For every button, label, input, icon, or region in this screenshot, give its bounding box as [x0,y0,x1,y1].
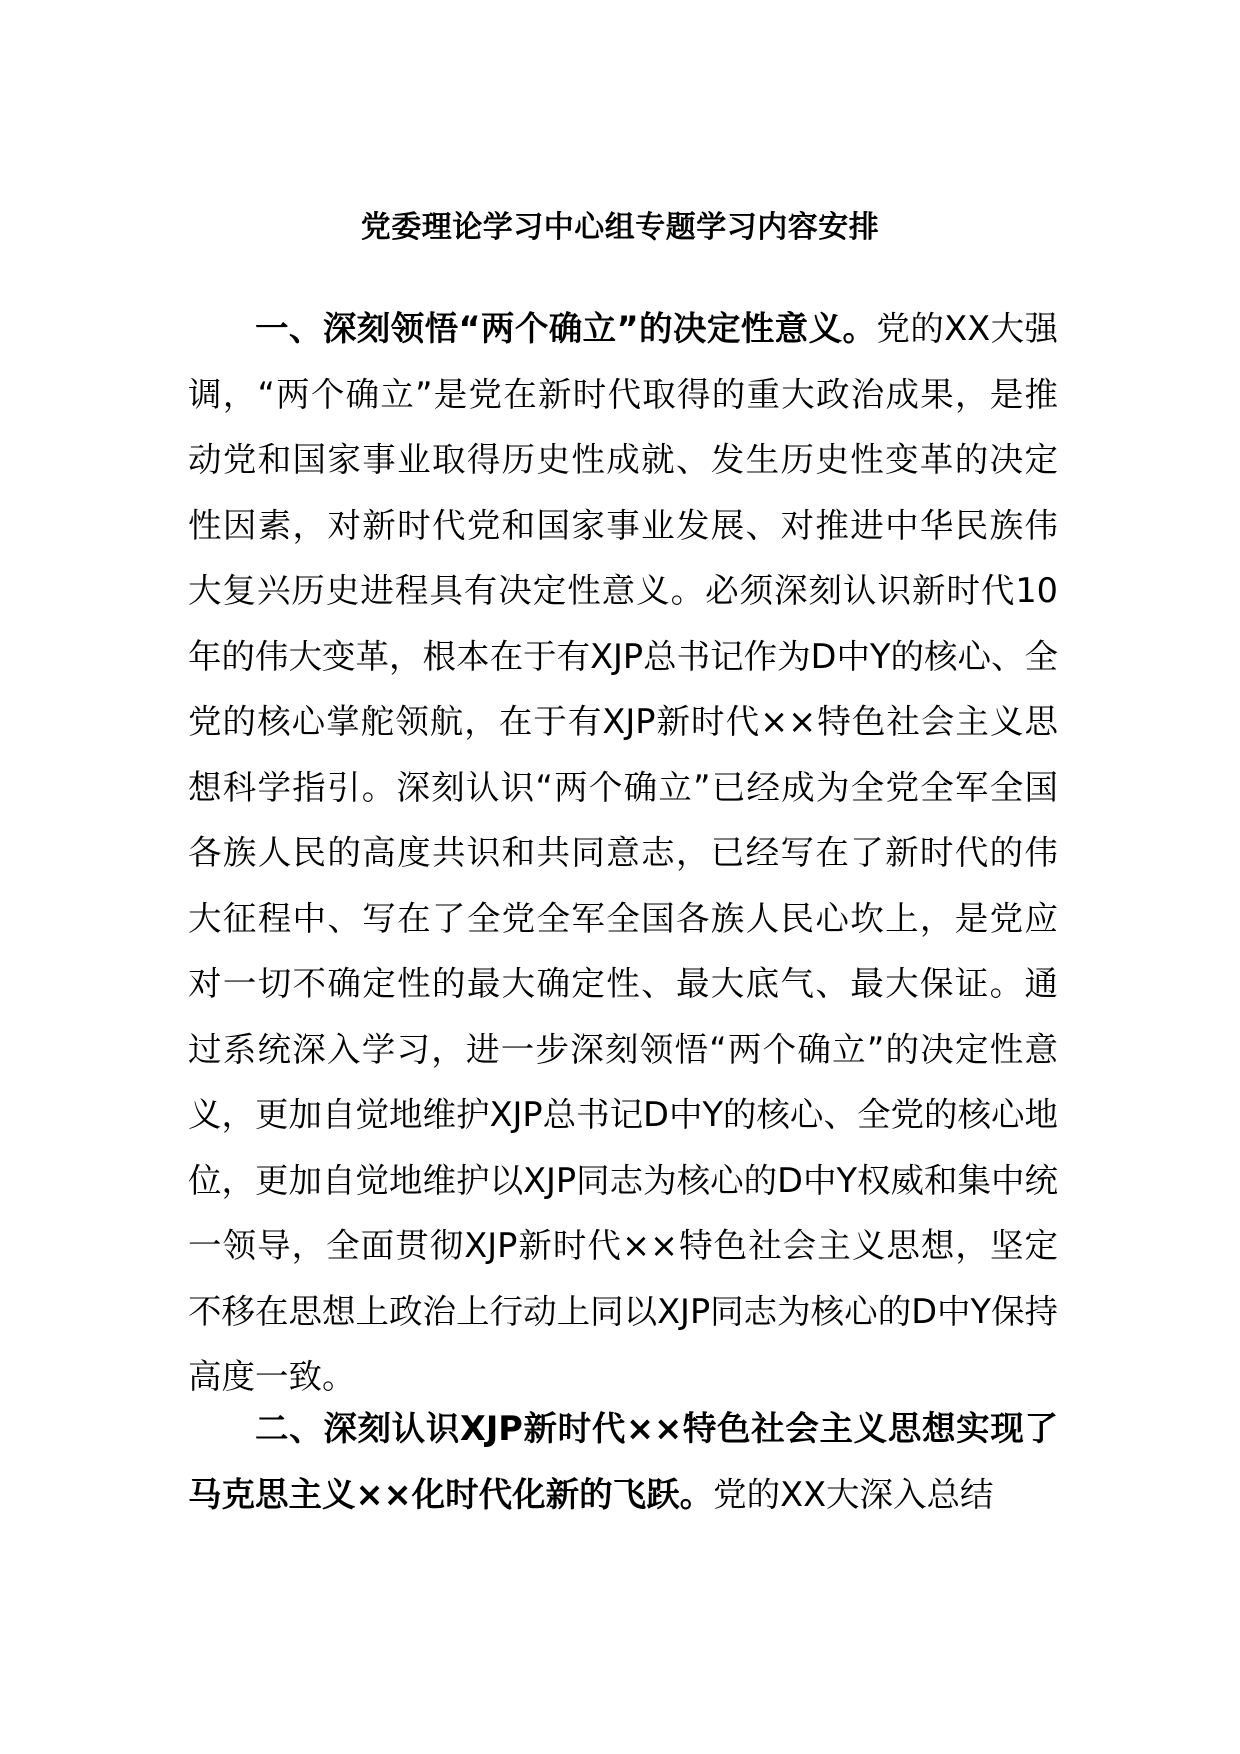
paragraph-2-heading: 二、深刻认识XJP新时代××特色社会主义思想实现了马克思主义××化时代化新的飞跃。 [188,1409,1058,1514]
paragraph-2-body: 党的XX大深入总结 [713,1474,994,1514]
paragraph-2 [188,1396,1058,1527]
document-title: 党委理论学习中心组专题学习内容安排 [360,210,880,245]
paragraph-1-body: 党的XX大强调，“两个确立”是党在新时代取得的重大政治成果，是推动党和国家事业取得历史性成就、发生历史性变革的决定性因素，对新时代党和国家事业发展、对推进中华民族伟大复兴历史进程具有决定性意义。必须深刻认识新时代10年的伟大变革，根本在于有XJP总书记作为D中Y的核心、全党的核心掌舵领航，在于有XJP新时代××特色社会主义思想科学指引。深刻认识“两个确立”已经成为全党全军全国各族人民的高度共识和共同意志，已经写在了新时代的伟大征程中、写在了全党全军全国各族人民心坎上，是党应对一切不确定性的最大确定性、最大底气、最大保证。通过系统深入学习，进一步深刻领悟“两个确立”的决定性意义，更加自觉地维护XJP总书记D中Y的核心、全党的核心地位，更加自觉地维护以XJP同志为核心的D中Y权威和集中统一领导，全面贯彻XJP新时代××特色社会主义思想，坚定不移在思想上政治上行动上同以XJP同志为核心的D中Y保持高度一致。 [188,309,1058,1396]
paragraph-1 [188,296,1058,1410]
paragraph-1-heading: 一、深刻领悟“两个确立”的决定性意义。 [255,309,877,348]
